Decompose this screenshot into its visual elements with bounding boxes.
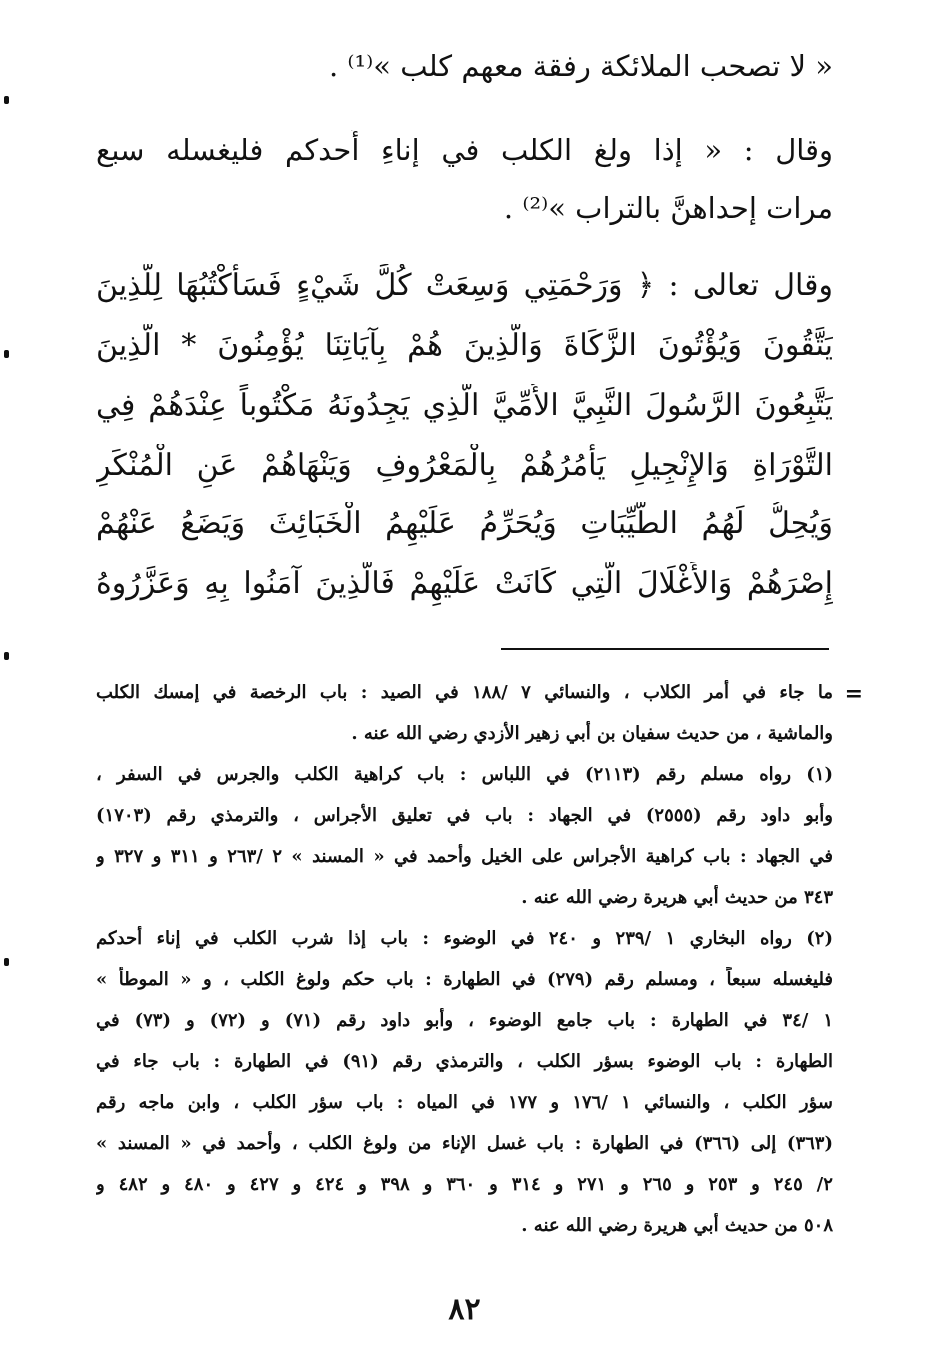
quran-verse-line: إِصْرَهُمْ وَالأَغْلَالَ الَّتِي كَانَتْ عَلَيْهِمْ فَالَّذِينَ آمَنُوا بِهِ وَعَزَّرُوهُ <box>96 566 833 601</box>
scan-margin-mark <box>4 350 9 358</box>
footnote-line: وأبو داود رقم (٢٥٥٥) في الجهاد : باب في تعليق الأجراس ، والترمذي رقم (١٧٠٣) <box>96 805 833 826</box>
footnote-line: فليغسله سبعاً ، ومسلم رقم (٢٧٩) في الطهارة : باب حكم ولوغ الكلب ، و « الموطأ » <box>96 969 833 990</box>
quran-verse-line: وَيُحِلُّ لَهُمُ الطَّيِّبَاتِ وَيُحَرِّمُ عَلَيْهِمُ الْخَبَائِثَ وَيَضَعُ عَنْهُمْ <box>96 506 833 541</box>
footnote-line: الطهارة : باب الوضوء بسؤر الكلب ، والترمذي رقم (٩١) في الطهارة : باب جاء في <box>96 1051 833 1072</box>
footnote-line: والماشية ، من حديث سفيان بن أبي زهير الأزدي رضي الله عنه . <box>351 723 833 744</box>
footnote-line: (٣٦٣) إلى (٣٦٦) في الطهارة : باب غسل الإناء من ولوغ الكلب ، وأحمد في « المسند » <box>96 1133 833 1154</box>
scan-margin-mark <box>4 96 9 104</box>
footnote-line: ٢/ ٢٤٥ و ٢٥٣ و ٢٦٥ و ٢٧١ و ٣١٤ و ٣٦٠ و ٣٩٨ و ٤٢٤ و ٤٢٧ و ٤٨٠ و ٤٨٢ و <box>96 1174 833 1195</box>
footnote-line: (٢) رواه البخاري ١ /٢٣٩ و ٢٤٠ في الوضوء : باب إذا شرب الكلب في إناء أحدكم <box>96 928 833 949</box>
footnote-line: ٣٤٣ من حديث أبي هريرة رضي الله عنه . <box>521 887 833 908</box>
quran-verse-line: يَتَّبِعُونَ الرَّسُولَ النَّبِيَّ الأُمِّيَّ الَّذِي يَجِدُونَهُ مَكْتُوباً عِنْدَهُمْ فِي <box>96 388 833 423</box>
footnote-line: ١ /٣٤ في الطهارة : باب جامع الوضوء ، وأبو داود رقم (٧١) و (٧٢) و (٧٣) في <box>96 1010 833 1031</box>
footnote-continuation-mark: = <box>844 681 863 707</box>
page-number: ٨٢ <box>448 1292 481 1327</box>
footnote-line: ما جاء في أمر الكلاب ، والنسائي ٧ /١٨٨ في الصيد : باب الرخصة في إمسك الكلب <box>96 682 833 703</box>
main-text-line: وقال : « إذا ولغ الكلب في إناءِ أَحدكم فليغسله سبع <box>96 133 833 167</box>
footnote-separator <box>501 648 829 650</box>
scan-margin-mark <box>4 958 9 966</box>
main-text-line: مرات إحداهنَّ بالتراب »⁽²⁾ . <box>503 191 833 225</box>
quran-verse-line: التَّوْرَاةِ وَالإِنْجِيلِ يَأْمُرُهُمْ بِالْمَعْرُوفِ وَيَنْهَاهُمْ عَنِ الْمُنْكَرِ <box>96 448 833 483</box>
footnote-line: ٥٠٨ من حديث أبي هريرة رضي الله عنه . <box>521 1215 833 1236</box>
footnote-line: سؤر الكلب ، والنسائي ١ /١٧٦ و ١٧٧ في المياه : باب سؤر الكلب ، وابن ماجه رقم <box>96 1092 833 1113</box>
quran-verse-line: يَتَّقُونَ وَيُؤْتُونَ الزَّكَاةَ وَالَّذِينَ هُمْ بِآيَاتِنَا يُؤْمِنُونَ * الَّذِينَ <box>96 328 833 363</box>
scan-margin-mark <box>4 652 9 660</box>
footnote-line: (١) رواه مسلم رقم (٢١١٣) في اللباس : باب كراهية الكلب والجرس في السفر ، <box>96 764 833 785</box>
quran-verse-line: وقال تعالى : ﴿ وَرَحْمَتِي وَسِعَتْ كُلَّ شَيْءٍ فَسَأَكْتُبُهَا لِلَّذِينَ <box>96 268 833 303</box>
main-text-line: « لا تصحب الملائكة رفقة معهم كلب »⁽¹⁾ . <box>328 49 833 83</box>
footnote-line: في الجهاد : باب كراهية الأجراس على الخيل وأحمد في « المسند » ٢ /٢٦٣ و ٣١١ و ٣٢٧ و <box>96 846 833 867</box>
